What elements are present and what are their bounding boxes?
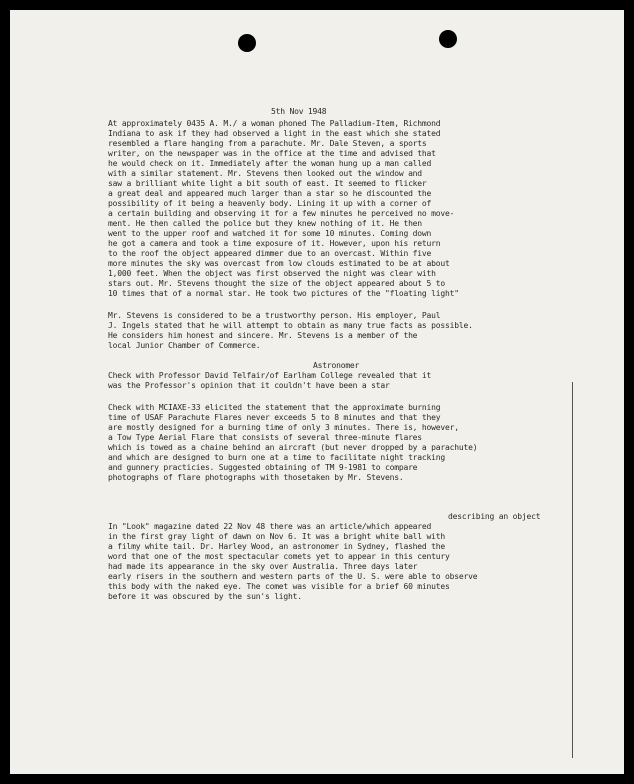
text-line: Mr. Stevens is considered to be a trustworthy person. His employer, Paul [108, 311, 441, 320]
inserted-word-astronomer: Astronomer [313, 361, 360, 370]
inserted-phrase-describing: describing an object [448, 512, 541, 521]
text-line: early risers in the southern and western parts of the U. S. were able to observe [108, 572, 478, 581]
text-line: 10 times that of a normal star. He took two pictures of the "floating light" [108, 289, 459, 298]
text-line: went to the upper roof and watched it for some 10 minutes. Coming down [108, 229, 432, 238]
text-line: He considers him honest and sincere. Mr. Stevens is a member of the [108, 331, 418, 340]
text-line: to the roof the object appeared dimmer due to an overcast. Within five [108, 249, 432, 258]
text-line: with a similar statement. Mr. Stevens then looked out the window and [108, 169, 422, 178]
text-line: and which are designed to burn one at a time to facilitate night tracking [108, 453, 445, 462]
text-line: word that one of the most spectacular comets yet to appear in this century [108, 552, 450, 561]
text-line: this body with the naked eye. The comet was visible for a brief 60 minutes [108, 582, 450, 591]
paragraph-2 [108, 311, 473, 351]
text-line: in the first gray light of dawn on Nov 6. It was a bright white ball with [108, 532, 445, 541]
paragraph-4 [108, 403, 477, 483]
binder-hole-left [238, 34, 256, 52]
text-line: a Tow Type Aerial Flare that consists of several three-minute flares [108, 433, 422, 442]
paragraph-3 [108, 371, 431, 391]
text-line: time of USAF Parachute Flares never exceeds 5 to 8 minutes and that they [108, 413, 441, 422]
text-line: more minutes the sky was overcast from low clouds estimated to be at about [108, 259, 450, 268]
text-line: and gunnery practicies. Suggested obtaining of TM 9-1981 to compare [108, 463, 418, 472]
text-line: J. Ingels stated that he will attempt to obtain as many true facts as possible. [108, 321, 473, 330]
text-line: possibility of it being a heavenly body. Lining it up with a corner of [108, 199, 432, 208]
document-page [10, 10, 624, 774]
text-line: a great deal and appeared much larger than a star so he discounted the [108, 189, 432, 198]
text-line: stars out. Mr. Stevens thought the size of the object appeared about 5 to [108, 279, 445, 288]
text-line: which is towed as a chaine behind an aircraft (but never dropped by a parachute) [108, 443, 478, 452]
text-line: In "Look" magazine dated 22 Nov 48 there was an article/which appeared [108, 522, 432, 531]
margin-line [572, 382, 573, 758]
text-line: At approximately 0435 A. M./ a woman phoned The Palladium-Item, Richmond [108, 119, 441, 128]
text-line: was the Professor's opinion that it couldn't have been a star [108, 381, 390, 390]
text-line: he would check on it. Immediately after the woman hung up a man called [108, 159, 432, 168]
text-line: Check with Professor David Telfair/of Earlham College revealed that it [108, 371, 432, 380]
text-line: photographs of flare photographs with thosetaken by Mr. Stevens. [108, 473, 404, 482]
text-line: saw a brilliant white light a bit south of east. It seemed to flicker [108, 179, 427, 188]
text-line: Check with MCIAXE-33 elicited the statement that the approximate burning [108, 403, 441, 412]
text-line: Indiana to ask if they had observed a light in the east which she stated [108, 129, 441, 138]
text-line: he got a camera and took a time exposure of it. However, upon his return [108, 239, 441, 248]
paragraph-1 [108, 119, 459, 299]
text-line: local Junior Chamber of Commerce. [108, 341, 261, 350]
text-line: before it was obscured by the sun's light. [108, 592, 302, 601]
document-date: 5th Nov 1948 [271, 107, 327, 116]
text-line: writer, on the newspaper was in the office at the time and advised that [108, 149, 436, 158]
text-line: are mostly designed for a burning time of only 3 minutes. There is, however, [108, 423, 459, 432]
paragraph-5 [108, 522, 477, 602]
text-line: had made its appearance in the sky over Australia. Three days later [108, 562, 418, 571]
text-line: a certain building and observing it for a few minutes he perceived no move- [108, 209, 455, 218]
text-line: ment. He then called the police but they knew nothing of it. He then [108, 219, 422, 228]
text-line: resembled a flare hanging from a parachute. Mr. Dale Steven, a sports [108, 139, 427, 148]
text-line: 1,000 feet. When the object was first observed the night was clear with [108, 269, 436, 278]
binder-hole-right [439, 30, 457, 48]
text-line: a filmy white tail. Dr. Harley Wood, an astronomer in Sydney, flashed the [108, 542, 445, 551]
